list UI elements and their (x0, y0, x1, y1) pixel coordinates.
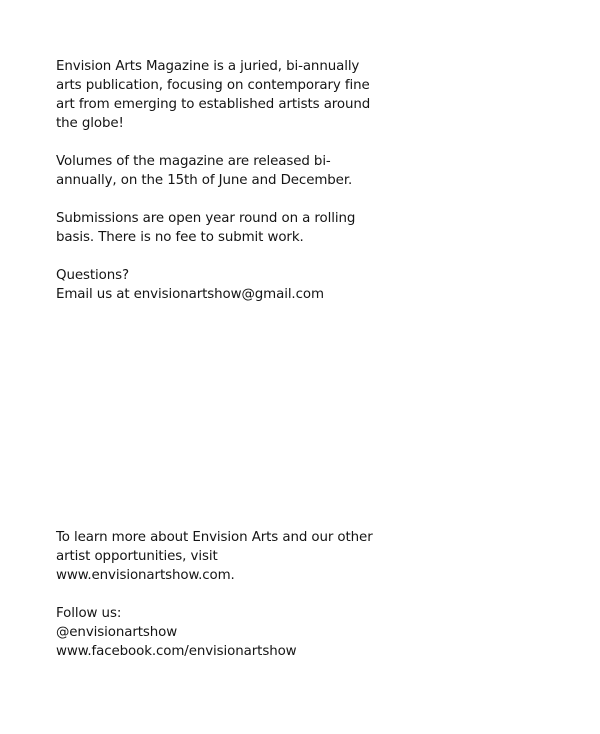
follow-label: Follow us: (56, 606, 122, 621)
learn-more-paragraph (56, 528, 376, 585)
volumes-line: annually, on the 15th of June and December. (56, 173, 353, 188)
volumes-paragraph (56, 152, 376, 190)
about-line: arts publication, focusing on contemporary fine (56, 78, 370, 93)
email-line (56, 285, 376, 304)
questions-label: Questions? (56, 268, 129, 283)
submissions-paragraph (56, 209, 376, 247)
instagram-handle-link[interactable]: @envisionartshow (56, 625, 178, 640)
email-link[interactable]: envisionartshow@gmail.com (133, 287, 324, 302)
learn-more-line: artist opportunities, visit (56, 549, 218, 564)
learn-more-line: To learn more about Envision Arts and our other (56, 530, 373, 545)
website-link[interactable]: www.envisionartshow.com. (56, 568, 235, 583)
about-line: the globe! (56, 116, 124, 131)
contact-paragraph (56, 266, 376, 304)
email-prefix: Email us at (56, 287, 134, 302)
about-line: art from emerging to established artists around (56, 97, 371, 112)
follow-paragraph (56, 604, 376, 661)
submissions-line: basis. There is no fee to submit work. (56, 230, 304, 245)
footer-section (56, 528, 376, 661)
facebook-link[interactable]: www.facebook.com/envisionartshow (56, 644, 297, 659)
about-paragraph (56, 57, 376, 133)
volumes-line: Volumes of the magazine are released bi- (56, 154, 331, 169)
intro-section (56, 57, 376, 304)
submissions-line: Submissions are open year round on a rolling (56, 211, 356, 226)
about-line: Envision Arts Magazine is a juried, bi-annually (56, 59, 360, 74)
